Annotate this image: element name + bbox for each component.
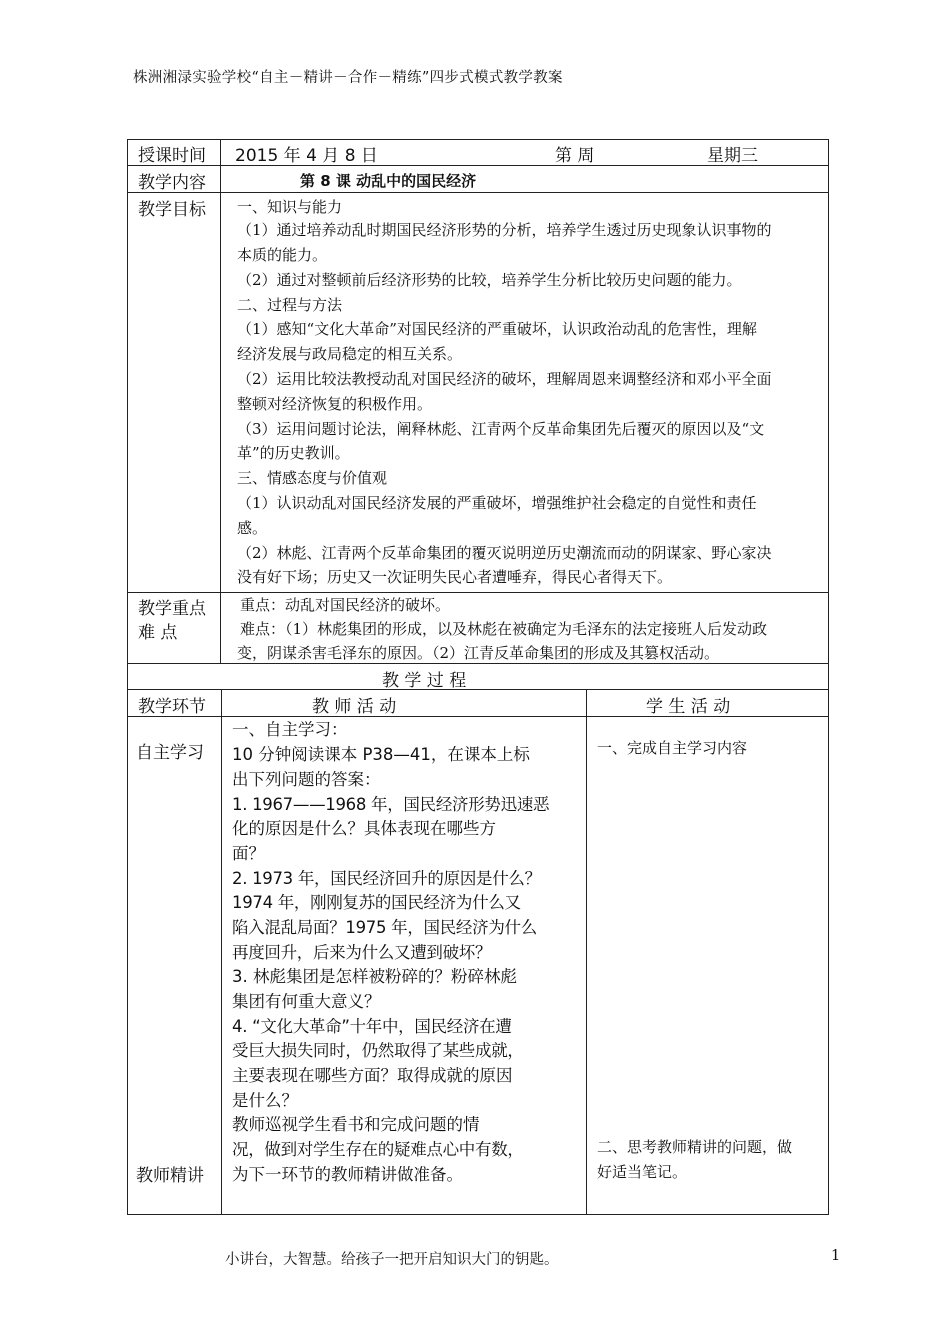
- goal-line: 没有好下场；历史又一次证明失民心者遭唾弃，得民心者得天下。: [237, 568, 673, 586]
- teacher-line: 10 分钟阅读课本 P38—41，在课本上标: [232, 745, 530, 764]
- teacher-line: 3. 林彪集团是怎样被粉碎的？粉碎林彪: [232, 967, 517, 986]
- page-number: 1: [831, 1248, 841, 1264]
- label-goals: 教学目标: [138, 200, 206, 220]
- student-line: 一、完成自主学习内容: [597, 739, 748, 757]
- teacher-line: 一、自主学习：: [232, 720, 348, 739]
- teacher-line: 主要表现在哪些方面？取得成就的原因: [232, 1066, 513, 1085]
- teacher-line: 教师巡视学生看书和完成问题的情: [232, 1115, 480, 1134]
- lesson-title: 第 8 课 动乱中的国民经济: [300, 172, 477, 190]
- student-line: 二、思考教师精讲的问题，做: [597, 1138, 793, 1156]
- teacher-line: 出下列问题的答案：: [232, 770, 381, 789]
- lesson-week: 第 周: [555, 146, 595, 166]
- goal-line: （3）运用问题讨论法，阐释林彪、江青两个反革命集团先后覆灭的原因以及“文: [237, 420, 765, 438]
- row-divider: [127, 592, 829, 593]
- label-keypoints: 教学重点: [138, 599, 206, 619]
- goal-line: 感。: [237, 519, 268, 537]
- column-header-student: 学 生 活 动: [646, 697, 731, 717]
- goal-line: 一、知识与能力: [237, 198, 343, 216]
- student-line: 好适当笔记。: [597, 1163, 688, 1181]
- teacher-line: 为下一环节的教师精讲做准备。: [232, 1165, 463, 1184]
- label-time: 授课时间: [138, 146, 206, 166]
- teacher-line: 1974 年，刚刚复苏的国民经济为什么又: [232, 893, 521, 912]
- teacher-line: 陷入混乱局面？1975 年，国民经济为什么: [232, 918, 537, 937]
- goal-line: （2）林彪、江青两个反革命集团的覆灭说明逆历史潮流而动的阴谋家、野心家决: [237, 544, 772, 562]
- goal-line: 革”的历史教训。: [237, 444, 350, 462]
- goal-line: 本质的能力。: [237, 246, 328, 264]
- column-divider: [586, 689, 587, 1215]
- keypoint-line: 难点：（1）林彪集团的形成，以及林彪在被确定为毛泽东的法定接班人后发动政: [240, 620, 768, 638]
- label-difficulty: 难 点: [138, 623, 178, 643]
- footer-slogan: 小讲台，大智慧。给孩子一把开启知识大门的钥匙。: [225, 1252, 559, 1268]
- row-divider: [127, 689, 829, 690]
- teacher-line: 再度回升，后来为什么又遭到破坏？: [232, 943, 492, 962]
- teacher-line: 受巨大损失同时，仍然取得了某些成就，: [232, 1041, 524, 1060]
- document-header: 株洲湘渌实验学校“自主－精讲－合作－精练”四步式模式教学教案: [133, 70, 563, 86]
- column-divider: [220, 139, 221, 663]
- table-border-left: [127, 139, 128, 1215]
- goal-line: 经济发展与政局稳定的相互关系。: [237, 345, 463, 363]
- keypoint-line: 变，阴谋杀害毛泽东的原因。（2）江青反革命集团的形成及其篡权活动。: [237, 644, 720, 662]
- stage-self-study: 自主学习: [136, 743, 204, 763]
- goal-line: 整顿对经济恢复的积极作用。: [237, 395, 433, 413]
- teacher-line: 4. “文化大革命”十年中，国民经济在遭: [232, 1017, 512, 1036]
- table-border-right: [828, 139, 829, 1215]
- goal-line: （2）运用比较法教授动乱对国民经济的破坏，理解周恩来调整经济和邓小平全面: [237, 370, 772, 388]
- column-header-stage: 教学环节: [138, 697, 206, 717]
- label-content: 教学内容: [138, 173, 206, 193]
- lesson-plan-table: [127, 139, 829, 1215]
- goal-line: （1）感知“文化大革命”对国民经济的严重破坏，认识政治动乱的危害性，理解: [237, 320, 757, 338]
- teacher-line: 集团有何重大意义？: [232, 992, 381, 1011]
- row-divider: [127, 192, 829, 193]
- goal-line: （1）通过培养动乱时期国民经济形势的分析，培养学生透过历史现象认识事物的: [237, 221, 772, 239]
- table-border-top: [127, 139, 829, 140]
- teacher-line: 1. 1967——1968 年，国民经济形势迅速恶: [232, 795, 550, 814]
- column-divider: [221, 689, 222, 1215]
- table-border-bottom: [127, 1214, 829, 1215]
- teacher-line: 2. 1973 年，国民经济回升的原因是什么？: [232, 869, 541, 888]
- lesson-date: 2015 年 4 月 8 日: [235, 146, 378, 166]
- goal-line: 二、过程与方法: [237, 296, 343, 314]
- goal-line: （2）通过对整顿前后经济形势的比较，培养学生分析比较历史问题的能力。: [237, 271, 742, 289]
- teacher-line: 是什么？: [232, 1091, 298, 1110]
- teacher-line: 况，做到对学生存在的疑难点心中有数，: [232, 1140, 524, 1159]
- teacher-line: 面？: [232, 844, 265, 863]
- column-header-teacher: 教 师 活 动: [312, 697, 397, 717]
- goal-line: 三、情感态度与价值观: [237, 469, 388, 487]
- keypoint-line: 重点：动乱对国民经济的破坏。: [240, 596, 451, 614]
- lesson-weekday: 星期三: [707, 146, 758, 166]
- goal-line: （1）认识动乱对国民经济发展的严重破坏，增强维护社会稳定的自觉性和责任: [237, 494, 757, 512]
- teacher-line: 化的原因是什么？具体表现在哪些方: [232, 819, 496, 838]
- stage-lecture: 教师精讲: [136, 1166, 204, 1186]
- process-title: 教 学 过 程: [382, 671, 467, 691]
